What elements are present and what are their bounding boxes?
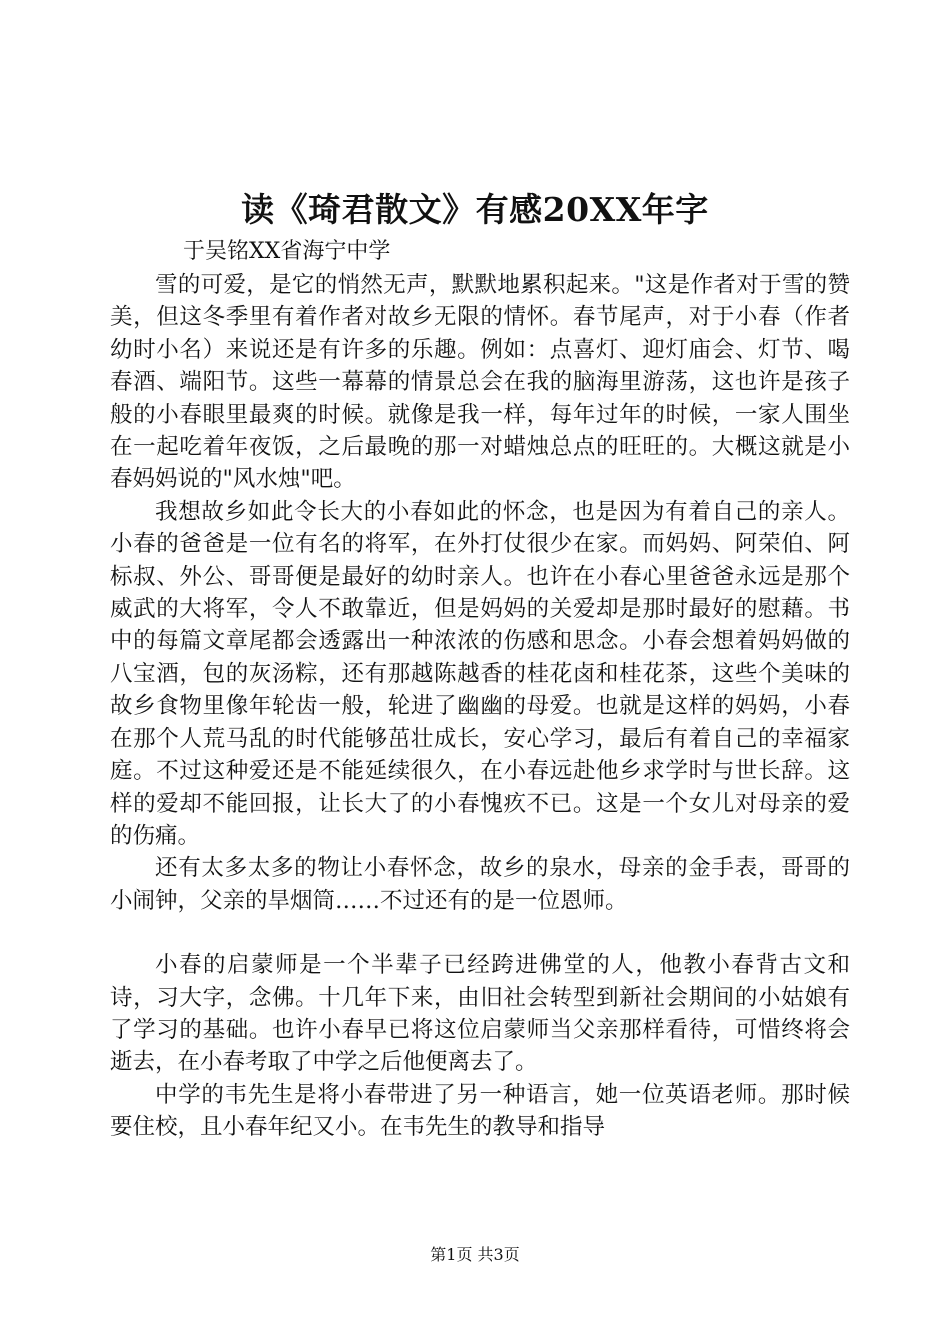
paragraph: 还有太多太多的物让小春怀念，故乡的泉水，母亲的金手表，哥哥的小闹钟，父亲的旱烟筒……不过还有的是一位恩师。: [110, 855, 850, 914]
page-footer: 第1页 共3页: [430, 1245, 520, 1264]
paragraph: 小春的启蒙师是一个半辈子已经跨进佛堂的人，他教小春背古文和诗，习大字，念佛。十几年下来，由旧社会转型到新社会期间的小姑娘有了学习的基础。也许小春早已将这位启蒙师当父亲那样看待，可惜终将会逝去，在小春考取了中学之后他便离去了。: [110, 952, 850, 1076]
paragraph: 中学的韦先生是将小春带进了另一种语言，她一位英语老师。那时候要住校，且小春年纪又小。在韦先生的教导和指导: [110, 1081, 850, 1141]
document-body: [110, 269, 850, 1144]
document-title: 读《琦君散文》有感20XX年字: [241, 190, 709, 229]
author-line: 于吴铭XX省海宁中学: [183, 239, 391, 264]
paragraph: 雪的可爱，是它的悄然无声，默默地累积起来。"这是作者对于雪的赞美，但这冬季里有着作者对故乡无限的情怀。春节尾声，对于小春（作者幼时小名）来说还是有许多的乐趣。例如：点喜灯、迎灯庙会、灯节、喝春酒、端阳节。这些一幕幕的情景总会在我的脑海里游荡，这也许是孩子般的小春眼里最爽的时候。就像是我一样，每年过年的时候，一家人围坐在一起吃着年夜饭，之后最晚的那一对蜡烛总点的旺旺的。大概这就是小春妈妈说的"风水烛"吧。: [110, 272, 850, 493]
paragraph: 我想故乡如此令长大的小春如此的怀念，也是因为有着自己的亲人。小春的爸爸是一位有名的将军，在外打仗很少在家。而妈妈、阿荣伯、阿标叔、外公、哥哥便是最好的幼时亲人。也许在小春心里爸爸永远是那个威武的大将军，令人不敢靠近，但是妈妈的关爱却是那时最好的慰藉。书中的每篇文章尾都会透露出一种浓浓的伤感和思念。小春会想着妈妈做的八宝酒，包的灰汤粽，还有那越陈越香的桂花卤和桂花茶，这些个美味的故乡食物里像年轮齿一般，轮进了幽幽的母爱。也就是这样的妈妈，小春在那个人荒马乱的时代能够茁壮成长，安心学习，最后有着自己的幸福家庭。不过这种爱还是不能延续很久，在小春远赴他乡求学时与世长辞。这样的爱却不能回报，让长大了的小春愧疚不已。这是一个女儿对母亲的爱的伤痛。: [110, 498, 850, 849]
